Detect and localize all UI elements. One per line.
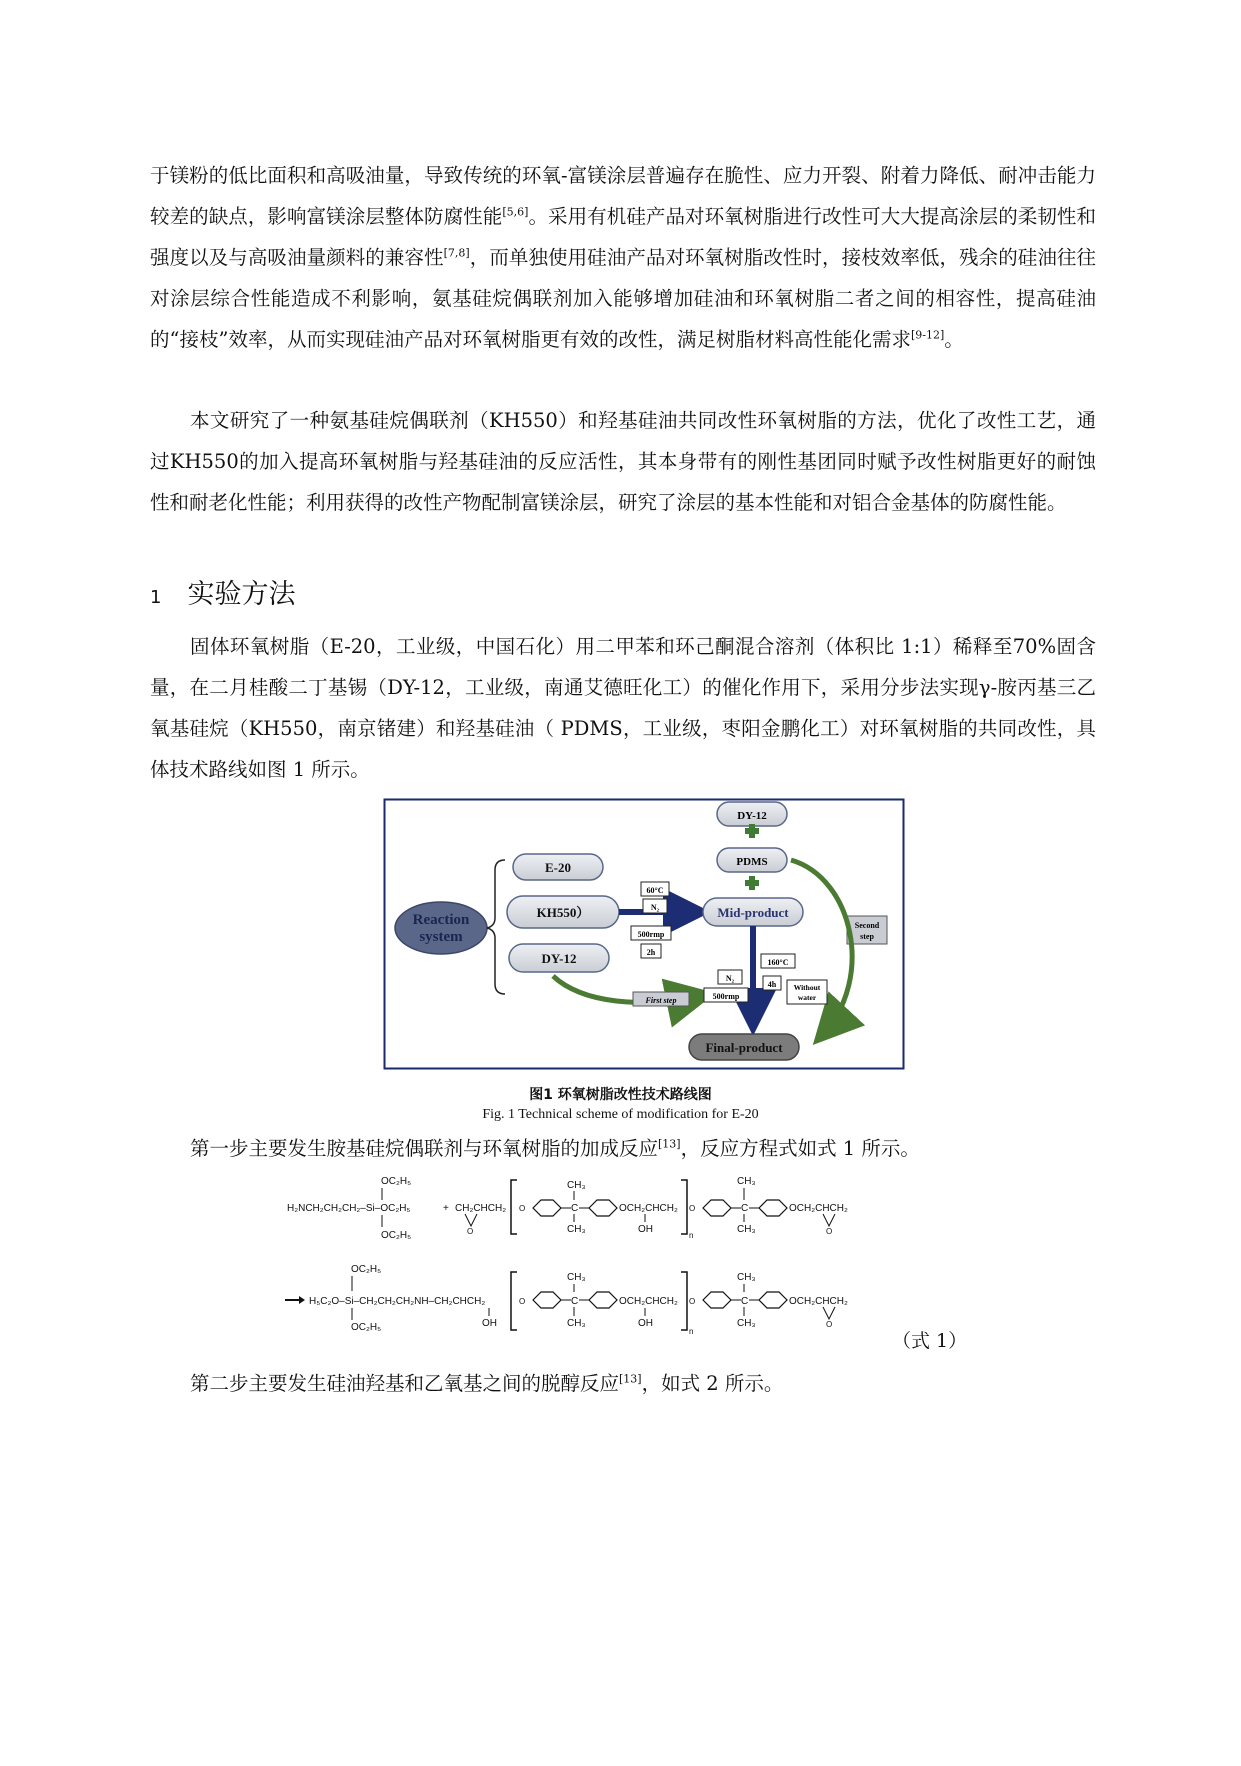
paragraph-2: 本文研究了一种氨基硅烷偶联剂（KH550）和羟基硅油共同改性环氧树脂的方法，优化了改性工艺，通过KH550的加入提高环氧树脂与羟基硅油的反应活性，其本身带有的刚性基团同时赋予改性树脂更好的耐蚀性和耐老化性能；利用获得的改性产物配制富镁涂层，研究了涂层的基本性能和对铝合金基体的防腐性能。 [150, 409, 1096, 514]
dy12-top-label: DY-12 [737, 810, 767, 822]
eq1-r1-end: OCH₂CHCH₂ [789, 1203, 848, 1214]
eq1-r2-core: H₅C₂O–Si–CH₂CH₂CH₂NH–CH₂CHCH₂ [309, 1296, 486, 1307]
eq1-r1-o1: O [519, 1204, 526, 1213]
paragraph-1-text-c: ，而单独使用硅油产品对环氧树脂改性时，接枝效率低，残余的硅油往往对涂层综合性能造成不利影响，氨基硅烷偶联剂加入能够增加硅油和环氧树脂二者之间的相容性，提高硅油的“接枝”效率，从而实现硅油产品对环氧树脂更有效的改性，满足树脂材料高性能化需求 [150, 246, 1096, 351]
reaction-system-label-2: system [419, 929, 463, 945]
eq1-r1-top: OC₂H₅ [381, 1176, 412, 1187]
figure-1-caption-zh: 图1 环氧树脂改性技术路线图 [529, 1087, 712, 1103]
eq1-r2-end: OCH₂CHCH₂ [789, 1296, 848, 1307]
citation-13-b: [13] [619, 1372, 642, 1386]
first-step-label: First step [645, 996, 677, 1005]
eq1-r1-epoxy: CH₂CHCH₂ [455, 1203, 507, 1214]
citation-9-12: [9-12] [910, 328, 945, 342]
second-step-label-2: step [860, 932, 874, 941]
paragraph-1-text-d: 。 [944, 328, 964, 351]
eq1-r1-link: OCH₂CHCH₂ [619, 1203, 678, 1214]
eq1-r2-bottom: OC₂H₅ [351, 1322, 382, 1333]
paragraph-4 [150, 1128, 1096, 1169]
paragraph-3: 固体环氧树脂（E-20，工业级，中国石化）用二甲苯和环己酮混合溶剂（体积比 1:1）稀释至70%固含量，在二月桂酸二丁基锡（DY-12，工业级，南通艾德旺化工）的催化作用下，采用分步法实现γ-胺丙基三乙氧基硅烷（KH550，南京锗建）和羟基硅油（ PDMS，工业级，枣阳金鹏化工）对环氧树脂的共同改性，具体技术路线如图 1 所示。 [150, 635, 1096, 781]
citation-5-6: [5,6] [502, 205, 529, 219]
eq1-r2-ch3-a: CH₃ [567, 1272, 586, 1283]
eq1-r1-ch3-d: CH₃ [737, 1224, 756, 1235]
cond2-speed: 500rmp [712, 992, 740, 1001]
final-product-label: Final-product [705, 1040, 783, 1055]
eq1-r1-c2: C [741, 1203, 749, 1214]
paragraph-1-text-b: 。采用有机硅产品对环氧树脂进行改性可大大提高涂层的柔韧性和强度以及与高吸油量颜料的兼容性 [150, 205, 1096, 269]
paragraph-5-text-a: 第二步主要发生硅油羟基和乙氧基之间的脱醇反应 [190, 1372, 620, 1395]
cond2-temp: 160°C [767, 958, 789, 967]
eq1-r2-ch3-d: CH₃ [737, 1318, 756, 1329]
cond1-speed: 500rmp [637, 930, 665, 939]
equation-1-label: （式 1） [892, 1330, 968, 1352]
eq1-r2-oh2: OH [638, 1318, 653, 1329]
eq1-r2-ch3-c: CH₃ [737, 1272, 756, 1283]
eq1-r1-end-o: O [826, 1227, 833, 1236]
eq1-r1-reagent: H₂NCH₂CH₂CH₂–Si–OC₂H₅ [287, 1203, 411, 1214]
equation-1 [283, 1170, 883, 1340]
cond1-n2: N₂ [650, 903, 660, 912]
eq1-r1-ch3-b: CH₃ [567, 1224, 586, 1235]
section-title: 实验方法 [187, 579, 296, 610]
paragraph-4-text-a: 第一步主要发生胺基硅烷偶联剂与环氧树脂的加成反应 [190, 1137, 659, 1160]
section-heading [150, 572, 295, 611]
eq1-r1-ch3-a: CH₃ [567, 1180, 586, 1191]
eq1-r1-o2: O [689, 1204, 696, 1213]
cond2-time: 4h [767, 980, 777, 989]
figure-1-caption-en: Fig. 1 Technical scheme of modification for E-20 [482, 1107, 759, 1122]
eq1-r2-c2: C [741, 1296, 749, 1307]
eq1-r2-end-o: O [826, 1320, 833, 1329]
eq1-r2-ch3-b: CH₃ [567, 1318, 586, 1329]
paragraph-4-text-b: ，反应方程式如式 1 所示。 [680, 1137, 920, 1160]
second-step-label-1: Second [854, 921, 880, 930]
paragraph-1 [150, 155, 1096, 360]
paragraph-1-text-a: 于镁粉的低比面积和高吸油量，导致传统的环氧-富镁涂层普遍存在脆性、应力开裂、附着力降低、耐冲击能力较差的缺点，影响富镁涂层整体防腐性能 [150, 164, 1096, 228]
eq1-r1-bottom: OC₂H₅ [381, 1230, 412, 1241]
cond1-time: 2h [646, 948, 656, 957]
eq1-r2-top: OC₂H₅ [351, 1264, 382, 1275]
input-kh550-label: KH550） [536, 905, 590, 920]
section-number: 1 [150, 587, 162, 608]
eq1-r2-link: OCH₂CHCH₂ [619, 1296, 678, 1307]
pdms-label: PDMS [736, 856, 768, 868]
eq1-r2-o2: O [689, 1297, 696, 1306]
cond2-n2: N₂ [725, 974, 735, 983]
eq1-r1-plus: + [443, 1203, 449, 1214]
figure-1-diagram [383, 798, 905, 1070]
eq1-r2-oh: OH [482, 1318, 497, 1329]
eq1-r1-ch3-c: CH₃ [737, 1176, 756, 1187]
eq1-r2-o1: O [519, 1297, 526, 1306]
cond1-temp: 60°C [646, 886, 664, 895]
eq1-r2-n: n [689, 1327, 694, 1336]
citation-13-a: [13] [658, 1137, 681, 1151]
eq1-r1-epoxy-o: O [467, 1227, 474, 1236]
mid-product-label: Mid-product [717, 905, 789, 920]
eq1-r2-c1: C [571, 1296, 579, 1307]
eq1-r1-n: n [689, 1231, 694, 1240]
reaction-system-label-1: Reaction [412, 912, 470, 928]
eq1-r1-c1: C [571, 1203, 579, 1214]
reaction-system-ellipse [395, 902, 487, 954]
input-e20-label: E-20 [545, 860, 571, 875]
without-water-label-1: Without [793, 983, 821, 992]
without-water-label-2: water [797, 993, 817, 1002]
eq1-r1-oh: OH [638, 1224, 653, 1235]
input-dy12-label: DY-12 [541, 951, 577, 966]
paragraph-5-text-b: ，如式 2 所示。 [641, 1372, 784, 1395]
paragraph-5 [150, 1363, 1096, 1404]
citation-7-8: [7,8] [443, 246, 470, 260]
